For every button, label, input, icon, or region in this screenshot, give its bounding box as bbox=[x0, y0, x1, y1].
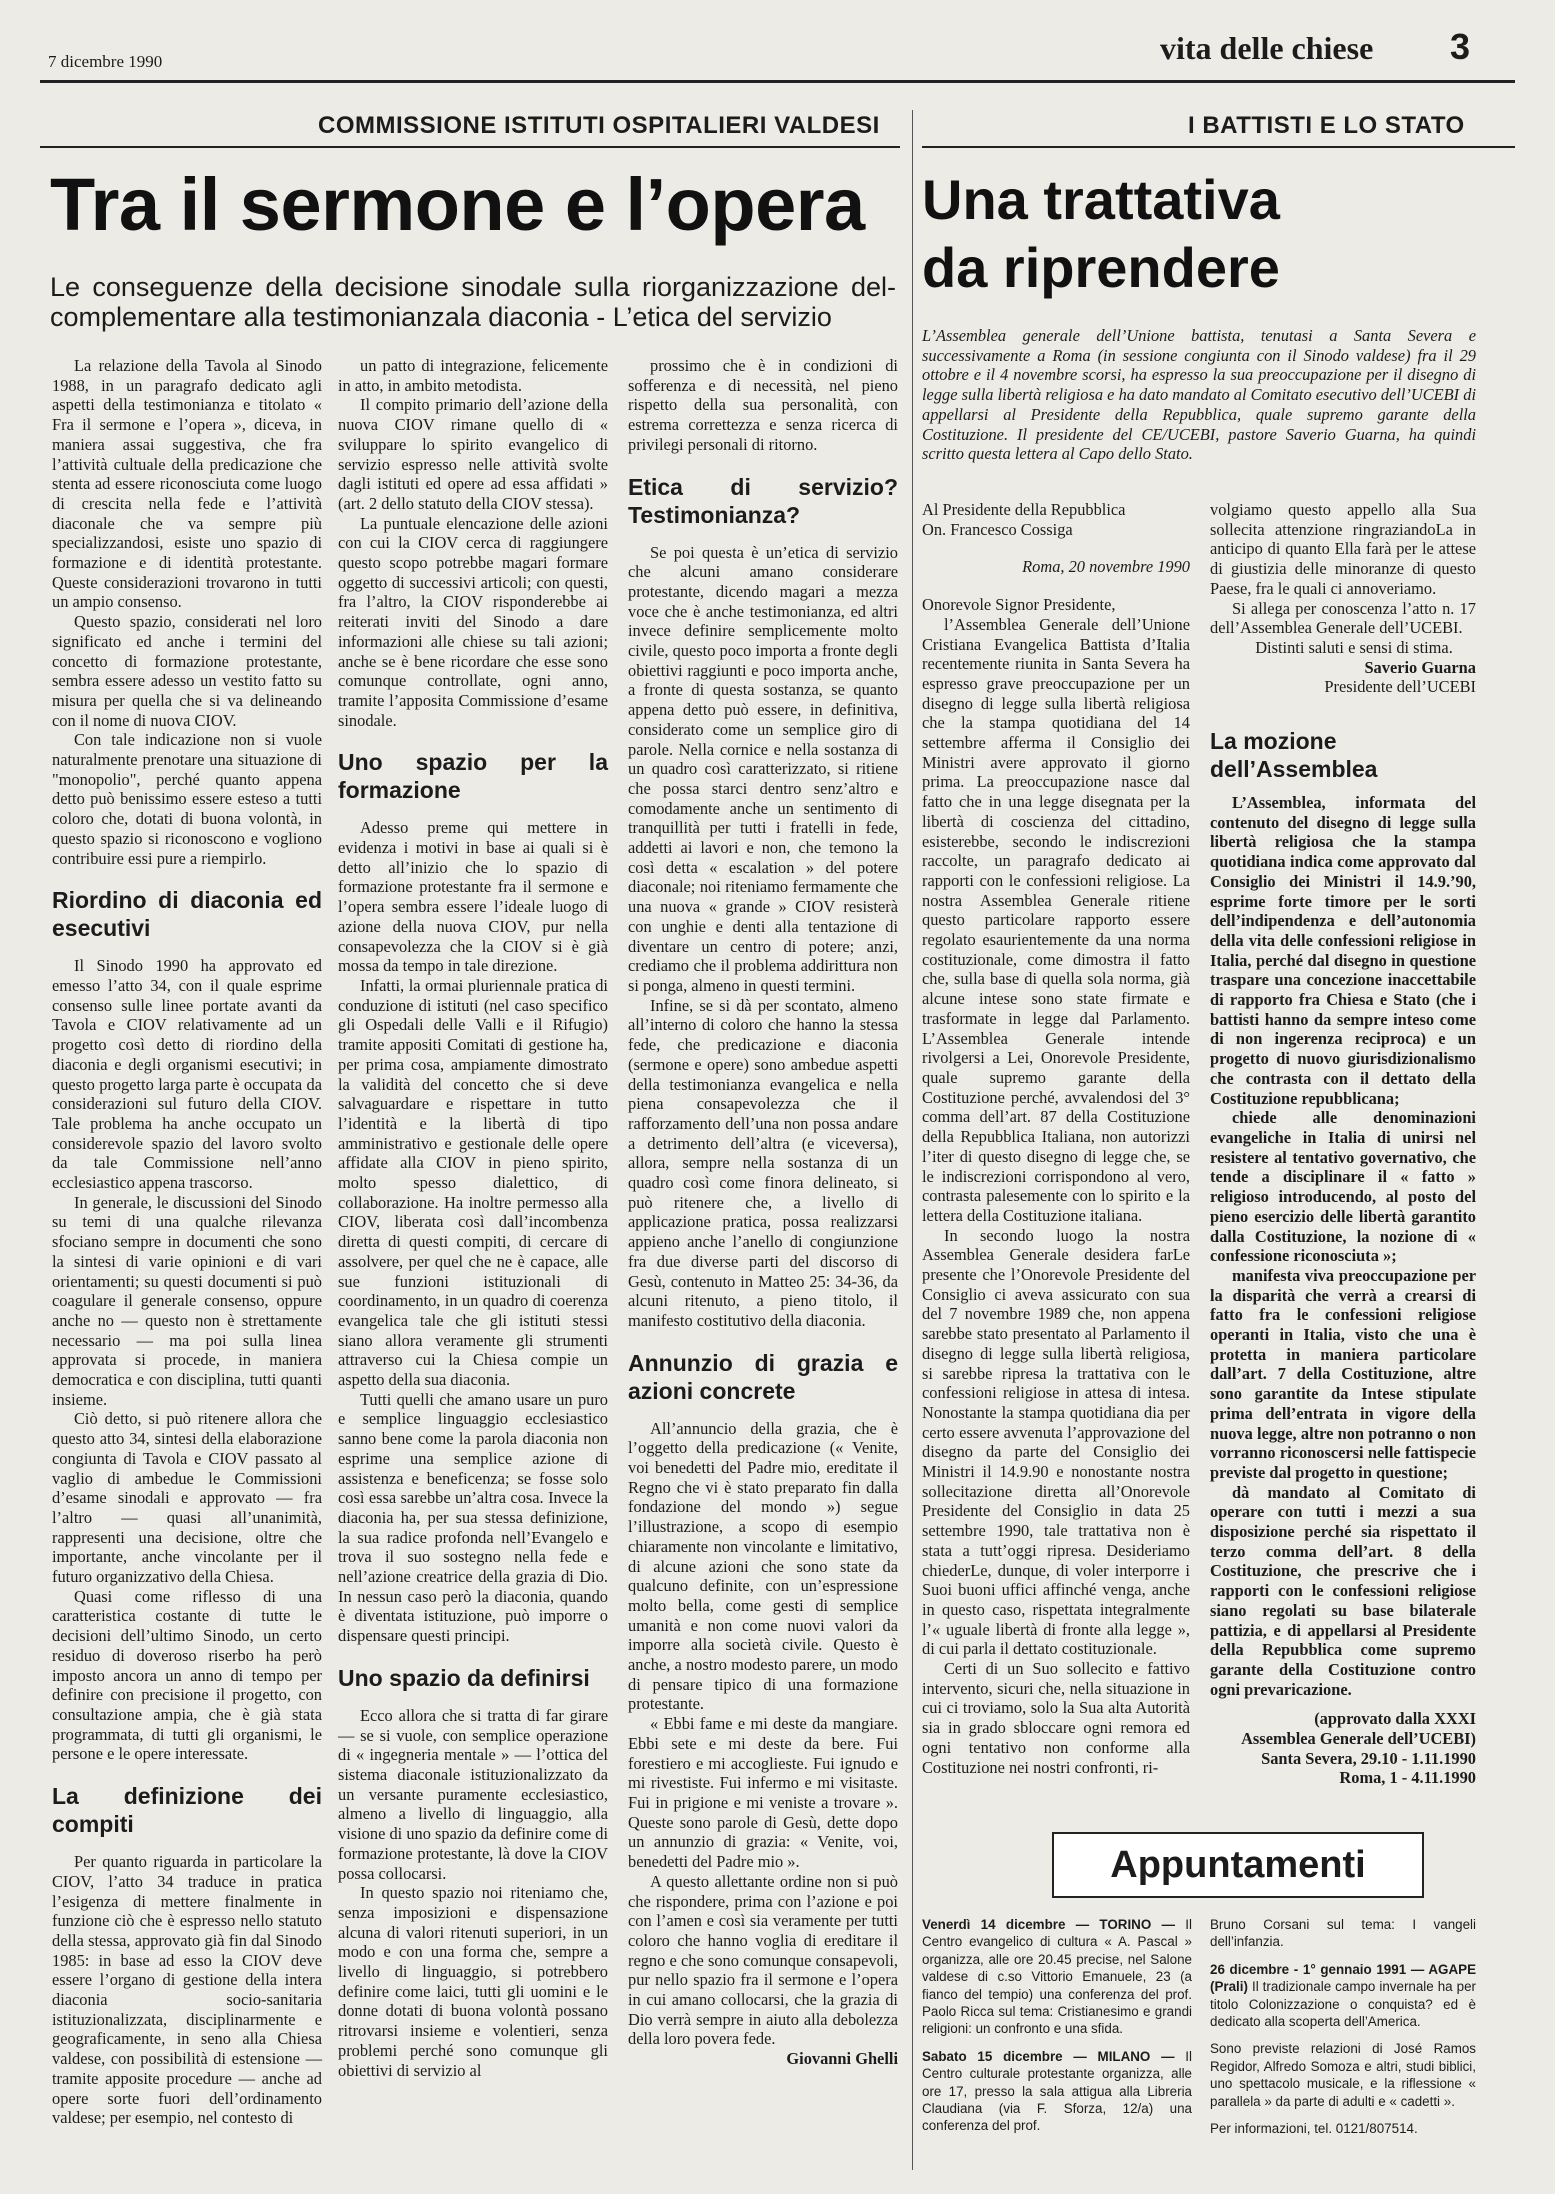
section-heading: Annunzio di grazia e azioni concrete bbox=[628, 1349, 898, 1404]
paragraph: La relazione della Tavola al Sinodo 1988, in un paragrafo dedicato agli aspetti della testimonianza e titolato « Fra il sermone e l’opera », diceva, in maniera assai suggestiva, che fra l’attività cultuale della predicazione che stenta ad essere riconosciuta come luogo di crescita nella fede e l’attività diaconale che va sempre più specializzandosi, esiste uno spazio di formazione e di identità protestante. Queste considerazioni trovarono in tutti un ampio consenso. bbox=[52, 356, 322, 612]
appointment-text: Bruno Corsani sul tema: I vangeli dell’infanzia. bbox=[1210, 1917, 1476, 1950]
left-article-column-3 bbox=[628, 356, 898, 2069]
paragraph: Ecco allora che si tratta di far girare — se si vuole, con semplice operazione di « ingegneria mentale » — l’ottica del sistema diaconale istituzionalizzato da un versante puramente ecclesiastico, almeno a livello di linguaggio, alla visione di uno spazio da definire come di formazione protestante, là dove la CIOV possa collocarsi. bbox=[338, 1705, 608, 1883]
motion-heading bbox=[1210, 727, 1476, 783]
left-article-subtitle: Le conseguenze della decisione sinodale sulla riorganizzazione del-complementare alla testimonianzala diaconia - L’etica del servizio bbox=[50, 272, 896, 333]
motion-source-line: Roma, 1 - 4.11.1990 bbox=[1339, 1768, 1476, 1788]
section-heading: Uno spazio da definirsi bbox=[338, 1664, 590, 1691]
letter-addressee: On. Francesco Cossiga bbox=[922, 519, 1073, 539]
appointment-item bbox=[1210, 1916, 1476, 1951]
right-article-title-line-2: da riprendere bbox=[922, 236, 1280, 299]
header-rule bbox=[40, 80, 1515, 83]
motion-source-line: Assemblea Generale dell’UCEBI) bbox=[1241, 1729, 1476, 1749]
article-divider bbox=[912, 110, 913, 2170]
paragraph: « Ebbi fame e mi deste da mangiare. Ebbi sete e mi deste da bere. Fui forestiero e mi accoglieste. Fui ignudo e mi rivestiste. Fui infermo e mi visitaste. Fui in prigione e mi veniste a trovare ». Queste sono parole di Gesù, dette dopo un annunzio di grazia: « Venite, voi, benedetti del Padre mio ». bbox=[628, 1714, 898, 1872]
paragraph: manifesta viva preoccupazione per la disparità che verrà a crearsi di fatto fra le confessioni religiose operanti in Italia, visto che una è protetta in maniera particolare dall’art. 7 della Costituzione, altre sono garantite da Intese stipulate prima dell’entrata in vigore della nuova legge, altre non potranno o non vorranno riconoscersi nelle fattispecie previste dal progetto in questione; bbox=[1210, 1265, 1476, 1482]
page-number: 3 bbox=[1450, 26, 1471, 67]
paragraph: Il compito primario dell’azione della nuova CIOV rimane quello di « sviluppare lo spirito evangelico di servizio espresso nelle attività svolte dagli istituti ed opere ad essa affidati » (art. 2 dello statuto della CIOV stessa). bbox=[338, 395, 608, 513]
appointments-column-2 bbox=[1210, 1916, 1476, 2147]
left-article-column-2 bbox=[338, 356, 608, 2080]
letter-salutation: Onorevole Signor Presidente, bbox=[922, 595, 1116, 615]
left-article-column-1 bbox=[52, 356, 322, 2128]
motion-heading-line-1: La mozione bbox=[1210, 728, 1337, 755]
paragraph: Ciò detto, si può ritenere allora che questo atto 34, sintesi della elaborazione congiunta di Tavola e CIOV passato al vaglio di ambedue le Commissioni d’esame sinodali e approvato — fra l’altro — quasi all’unanimità, rappresenti una decisione, oltre che importante, anche vincolante per il futuro organizzativo della Chiesa. bbox=[52, 1409, 322, 1587]
paragraph: Infine, se si dà per scontato, almeno all’interno di coloro che hanno la stessa fede, che predicazione e diaconia (sermone e opere) sono ambedue aspetti della testimonianza evangelica e nella piena consapevolezza che il rafforzamento dell’una non possa andare a detrimento dell’altra (e viceversa), allora, sempre nella sostanza di un quadro così come finora delineato, si può ritenere che, a livello di applicazione pratica, possa realizzarsi appieno anche l’anello di congiunzione fra due diverse parti del discorso di Gesù, contenuto in Matteo 25: 34-36, da alcuni ritenuto, a pieno titolo, il manifesto costitutivo della diaconia. bbox=[628, 995, 898, 1330]
appointment-text: Il Centro culturale protestante organizza, alle ore 17, presso la sala attigua alla Libreria Claudiana (via F. Sforza, 12/a) una conferenza del prof. bbox=[922, 2048, 1192, 2134]
paragraph: L’Assemblea, informata del contenuto del disegno di legge sulla libertà religiosa che la stampa quotidiana indica come approvato dal Consiglio dei Ministri il 14.9.’90, esprime forte timore per le sorti dell’indipendenza e dell’autonomia della vita delle confessioni religiose in Italia, perché dal disegno in questione traspare una concezione inaccettabile di rapporto fra Chiesa e Stato (che i battisti hanno da sempre inteso come di non ingerenza reciproca) e un progetto di nuovo giurisdizionalismo che contrasta con il dettato della Costituzione repubblicana; bbox=[1210, 793, 1476, 1108]
letter-column-2 bbox=[1210, 500, 1476, 1788]
paragraph: All’annuncio della grazia, che è l’oggetto della predicazione (« Venite, voi benedetti del Padre mio, ereditate il Regno che vi è stato preparato fin dalla fondazione del mondo ») segue l’illustrazione, a scopo di esempio chiaramente non vincolante e limitativo, di alcune azioni che sono state da qualcuno definite, con un’espressione molto bella, come gesti di semplice umanità e non come nuovi valori da imporre alla società civile. Questo è anche, a nostro modesto parere, un modo di pensare tipico di una formazione protestante. bbox=[628, 1418, 898, 1714]
letter-place-date: Roma, 20 novembre 1990 bbox=[1022, 557, 1190, 577]
paragraph: Infatti, la ormai pluriennale pratica di conduzione di istituti (nel caso specifico gli Ospedali delle Valli e il Rifugio) tramite appositi Comitati di gestione ha, per prima cosa, ampiamente dimostrato la validità del concetto che si deve salvaguardare e rispettare in tutto l’identità e la libertà di tipo amministrativo e gestionale delle opere affidate alla CIOV in pieno spirito, molto spesso dialettico, di collaborazione. Ha inoltre permesso alla CIOV, liberata così dall’incombenza diretta di questi compiti, di cercare di assolvere, per quel che ne è capace, alle sue funzioni istituzionali di coordinamento, in un quadro di coerenza evangelica tale che gli istituti stessi siano allora veramente gli strumenti attraverso cui la Chiesa compie un aspetto della sua diaconia. bbox=[338, 975, 608, 1390]
appointment-text: Il tradizionale campo invernale ha per titolo Colonizzazione o conquista? ed è dedicato alla scoperta dell’America. bbox=[1210, 1979, 1476, 2030]
paragraph: Il Sinodo 1990 ha approvato ed emesso l’atto 34, con il quale esprime consenso sulle linee portate avanti da Tavola e CIOV relativamente ad un progetto così detto di riordino della diaconia e degli organismi esecutivi; in questo progetto larga parte è occupata da considerazioni sul futuro della CIOV. Tale problema ha anche occupato un considerevole spazio del lavoro svolto da tale Commissione nell’anno ecclesiastico appena trascorso. bbox=[52, 956, 322, 1193]
appointment-text: Il Centro evangelico di cultura « A. Pascal » organizza, alle ore 20.45 precise, nel Salone valdese di c.so Vittorio Emanuele, 23 (a fianco del tempio) una conferenza del prof. Paolo Ricca sul tema: Cristianesimo e grandi religioni: un confronto e una sfida. bbox=[922, 1917, 1192, 2037]
right-article-title-line-1: Una trattativa bbox=[922, 168, 1280, 231]
paragraph: l’Assemblea Generale dell’Unione Cristiana Evangelica Battista d’Italia recentemente riunita in Santa Severa ha espresso grave preoccupazione per un disegno di legge sulla libertà religiosa che la stampa quotidiana del 14 settembre afferma il Consiglio dei Ministri avere approvato il giorno prima. La preoccupazione nasce dal fatto che in una legge disegnata per la libertà di coscienza del cittadino, esisterebbe, secondo le indiscrezioni raccolte, un paragrafo dedicato ai rapporti con le confessioni religiose. La nostra Assemblea Generale ritiene questo particolare rapporto essere regolato esaurientemente da una norma costituzionale, come dimostra il fatto che, sulla base di quella sola norma, già alcune intese sono state firmate e trasformate in legge dal Parlamento. L’Assemblea Generale intende rivolgersi a Lei, Onorevole Presidente, quale supremo garante della Costituzione perché, avvalendosi del 3° comma dell’art. 87 della Costituzione della Repubblica Italiana, non autorizzi l’iter di questo disegno di legge che, se le indiscrezioni corrispondono al vero, contrasta palesemente con lo spirito e la lettera della Costituzione italiana. bbox=[922, 614, 1190, 1225]
appointment-text: Sono previste relazioni di José Ramos Regidor, Alfredo Somoza e altri, studi biblici, uno spettacolo musicale, e la riflessione « parallela » da parte di adulti e « cadetti ». bbox=[1210, 2041, 1476, 2109]
section-heading: Riordino di diaconia ed esecutivi bbox=[52, 887, 322, 942]
kicker-rule bbox=[40, 146, 900, 148]
motion-source bbox=[1210, 1709, 1476, 1788]
appointment-item bbox=[1210, 1961, 1476, 2031]
paragraph: dà mandato al Comitato di operare con tutti i mezzi a sua disposizione perché sia rispettato il terzo comma dell’art. 8 della Costituzione, che prescrive che i rapporti con le confessioni religiose siano regolati su base bilaterale pattizia, e di appellarsi al Presidente della Repubblica come supremo garante della Costituzione contro ogni prevaricazione. bbox=[1210, 1482, 1476, 1699]
issue-date: 7 dicembre 1990 bbox=[48, 52, 163, 71]
paragraph: Certi di un Suo sollecito e fattivo intervento, sicuri che, nella situazione in cui ci troviamo, solo la Sua alta Autorità sia in grado sbloccare ogni remora ed ogni tentativo non conforme alla Costituzione nei nostri confronti, ri- bbox=[922, 1659, 1190, 1777]
paragraph: In questo spazio noi riteniamo che, senza imposizioni e dispensazione alcuna di valori ritenuti superiori, in un modo e con una forma che, sempre a livello di linguaggio, si potrebbero definire come laici, tutti gli uomini e le donne dotati di buona volontà possano ritrovarsi insieme e volentieri, senza problemi perché sono comunque gli obiettivi di servizio al bbox=[338, 1883, 608, 2080]
paragraph: Si allega per conoscenza l’atto n. 17 dell’Assemblea Generale dell’UCEBI. bbox=[1210, 598, 1476, 638]
left-article-title: Tra il sermone e l’opera bbox=[50, 163, 865, 246]
motion-source-line: (approvato dalla XXXI bbox=[1314, 1709, 1476, 1729]
paragraph: Con tale indicazione non si vuole naturalmente prenotare una situazione di "monopolio", perché quanto appena detto può benissimo essere esteso a tutti coloro che, dotati di buona volontà, in questo spazio si riconoscono e vogliono contribuire essi pure a riempirlo. bbox=[52, 730, 322, 868]
paragraph: prossimo che è in condizioni di sofferenza e di necessità, nel pieno rispetto della sua personalità, con estrema correttezza e senza ricerca di privilegi personali di ritorno. bbox=[628, 356, 898, 454]
appointment-date: 26 dicembre - 1° gennaio 1991 — AGAPE (Prali) bbox=[1210, 1961, 1476, 1995]
right-article-kicker: I BATTISTI E LO STATO bbox=[1188, 112, 1465, 139]
letter-signer: Saverio Guarna bbox=[1364, 657, 1476, 677]
paragraph: Per quanto riguarda in particolare la CIOV, l’atto 34 traduce in pratica l’esigenza di mettere finalmente in funzione ciò che è espresso nello statuto della stessa, approvato già fin dal Sinodo 1985: in base ad esso la CIOV deve essere l’organo di gestione della intera diaconia socio-sanitaria istituzionalizzata, disciplinarmente e geograficamente, in seno alla Chiesa valdese, con possibilità di estensione — tramite apposite procedure — anche ad opere sorte fuori dell’ordinamento valdese; per esempio, nel contesto di bbox=[52, 1852, 322, 2128]
paragraph: In generale, le discussioni del Sinodo su temi di una qualche rilevanza sfociano sempre in documenti che sono la sintesi di varie opinioni e di vari orientamenti; su questi documenti si può coagulare il generale consenso, oppure anche no — questo non è strettamente necessario — ma poi sulla linea approvata si procede, in maniera democratica e con disciplina, tutti quanti insieme. bbox=[52, 1192, 322, 1409]
paragraph: Adesso preme qui mettere in evidenza i motivi in base ai quali si è detto all’inizio che lo spazio di formazione protestante fra il sermone e l’opera sembra essere l’ideale luogo di azione della nuova CIOV, pur nella consapevolezza che la CIOV si è già mossa da tempo in tale direzione. bbox=[338, 818, 608, 976]
right-article-intro: L’Assemblea generale dell’Unione battista, tenutasi a Santa Severa e successivamente a Roma (in sessione congiunta con il Sinodo valdese) fra il 29 ottobre e il 4 novembre scorsi, ha espresso la sua preoccupazione per il disegno di legge sulla libertà religiosa e ha dato mandato al Comitato esecutivo dell’UCEBI di appellarsi al Presidente della Repubblica, quale supremo garante della Costituzione. Il presidente del CE/UCEBI, pastore Saverio Guarna, ha quindi scritto questa lettera al Capo dello Stato. bbox=[922, 326, 1476, 464]
appointment-item bbox=[922, 1916, 1192, 2038]
letter-closing: Distinti saluti e sensi di stima. bbox=[1255, 637, 1453, 657]
paragraph: Questo spazio, considerati nel loro significato ed anche i termini del concetto di formazione protestante, sembra essere adesso un vestito fatto su misura per quella che si va delineando con il nome di nuova CIOV. bbox=[52, 612, 322, 730]
paragraph: Tutti quelli che amano usare un puro e semplice linguaggio ecclesiastico sanno bene come la parola diaconia non esprime una semplice azione di assistenza e beneficenza; se fosse solo così essa sarebbe un’altra cosa. Invece la diaconia ha, per sua stessa definizione, la sua radice profonda nell’Evangelo e trova il suo sostegno nella fede e nell’azione creatrice della grazia di Dio. In nessun caso però la diaconia, quando è diventata istituzione, può imporre o dispensare questi principi. bbox=[338, 1389, 608, 1646]
section-heading: Uno spazio per la formazione bbox=[338, 749, 608, 804]
paragraph: un patto di integrazione, felicemente in atto, in ambito metodista. bbox=[338, 356, 608, 395]
paragraph: chiede alle denominazioni evangeliche in Italia di unirsi nel resistere al tentativo governativo, che tende a disciplinare il « fatto » religioso introducendo, al posto del pieno esercizio delle libertà garantito dalla Costituzione, la nozione di « confessione riconosciuta »; bbox=[1210, 1108, 1476, 1266]
letter-column-1 bbox=[922, 500, 1190, 1777]
paragraph: In secondo luogo la nostra Assemblea Generale desidera farLe presente che l’Onorevole Presidente del Consiglio ci aveva assicurato con sua del 7 novembre 1989 che, non appena sarebbe stato presentato al Parlamento il disegno di legge sulla libertà religiosa, si sarebbe ripresa la trattativa con le confessioni religiose in attesa di intesa. Nonostante la stampa quotidiana dia per certo essere avvenuta l’approvazione del disegno da parte del Consiglio dei Ministri il 14.9.90 e nonostante nostra sollecitazione diretta all’Onorevole Presidente del Consiglio in data 25 settembre 1990, tale trattativa non è stata a tutt’oggi ripresa. Desideriamo chiederLe, dunque, di voler interporre i Suoi buoni uffici affinché venga, anche in questo caso, rispettata integralmente l’« uguale libertà di fronte alla legge », di cui parla il dettato costituzionale. bbox=[922, 1225, 1190, 1659]
appointment-item bbox=[1210, 2040, 1476, 2110]
section-heading: La definizione dei compiti bbox=[52, 1783, 322, 1838]
appointment-text: Per informazioni, tel. 0121/807514. bbox=[1210, 2121, 1418, 2137]
paragraph: Quasi come riflesso di una caratteristica costante di tutte le decisioni dell’ultimo Sinodo, un certo residuo di doveroso riserbo ha però imposto ancora un anno di tempo per definire con precisione il progetto, con consultazione ampia, che è già stata programmata, di tutti gli organismi, le persone e le opere interessate. bbox=[52, 1586, 322, 1764]
paragraph: La puntuale elencazione delle azioni con cui la CIOV cerca di raggiungere questo scopo potrebbe magari formare oggetto di successivi articoli; con questi, fra l’altro, la CIOV risponderebbe ai reiterati inviti del Sinodo a dare informazioni alle chiese su tali azioni; anche se è bene ricordare che esse sono comunque controllate, ogni anno, tramite l’apposita Commissione d’esame sinodale. bbox=[338, 513, 608, 730]
motion-heading-line-2: dell’Assemblea bbox=[1210, 756, 1378, 783]
letter-addressee: Al Presidente della Repubblica bbox=[922, 500, 1126, 519]
right-kicker-rule bbox=[922, 146, 1515, 148]
appointments-title: Appuntamenti bbox=[1052, 1832, 1424, 1898]
section-heading: Etica di servizio? Testimonianza? bbox=[628, 473, 898, 528]
appointment-date: Venerdì 14 dicembre — TORINO — bbox=[922, 1917, 1175, 1932]
section-title: vita delle chiese bbox=[1160, 30, 1374, 66]
letter-signer-title: Presidente dell’UCEBI bbox=[1324, 677, 1476, 697]
appointment-item bbox=[1210, 2120, 1476, 2137]
appointment-item bbox=[922, 2048, 1192, 2135]
appointments-column-1 bbox=[922, 1916, 1192, 2145]
paragraph: Se poi questa è un’etica di servizio che alcuni amano considerare protestante, dicendo magari a mezza voce che è anche testimonianza, ed altri invece definire semplicemente molto civile, questo poco importa a fronte degli obiettivi raggiunti e poco importa anche, a fronte di questa sostanza, se quanto appena detto può essere, in definitiva, considerato come un semplice giro di parole. Nella cornice e nella sostanza di un quadro così caratterizzato, si ritiene che possa starci dentro senz’altro e comodamente anche un sentimento di tranquillità per tutti i fratelli in fede, addetti ai lavori e non, che temono la così detta « escalation » del potere diaconale; noi riteniamo fermamente che una nuova « grande » CIOV resisterà con unghie e denti alla tentazione di diventare un centro di potere; anzi, crediamo che il problema addirittura non si ponga, almeno in questi termini. bbox=[628, 542, 898, 995]
appointment-date: Sabato 15 dicembre — MILANO — bbox=[922, 2048, 1175, 2064]
paragraph: volgiamo questo appello alla Sua sollecita attenzione ringraziandoLa in anticipo di quanto Ella farà per le attese di giustizia delle minoranze di questo Paese, fra le quali ci annoveriamo. bbox=[1210, 500, 1476, 598]
motion-source-line: Santa Severa, 29.10 - 1.11.1990 bbox=[1261, 1748, 1476, 1768]
author-signature: Giovanni Ghelli bbox=[786, 2049, 898, 2069]
left-article-kicker: COMMISSIONE ISTITUTI OSPITALIERI VALDESI bbox=[318, 112, 880, 139]
paragraph: A questo allettante ordine non si può che rispondere, prima con l’azione e poi con l’amen e così sia veramente per tutti coloro che hanno voglia di ereditare il regno e che sono comunque consapevoli, pur nello spazio fra il sermone e l’opera in cui amano collocarsi, che la grazia di Dio verrà sempre in aiuto alla debolezza della loro povera fede. bbox=[628, 1871, 898, 2049]
